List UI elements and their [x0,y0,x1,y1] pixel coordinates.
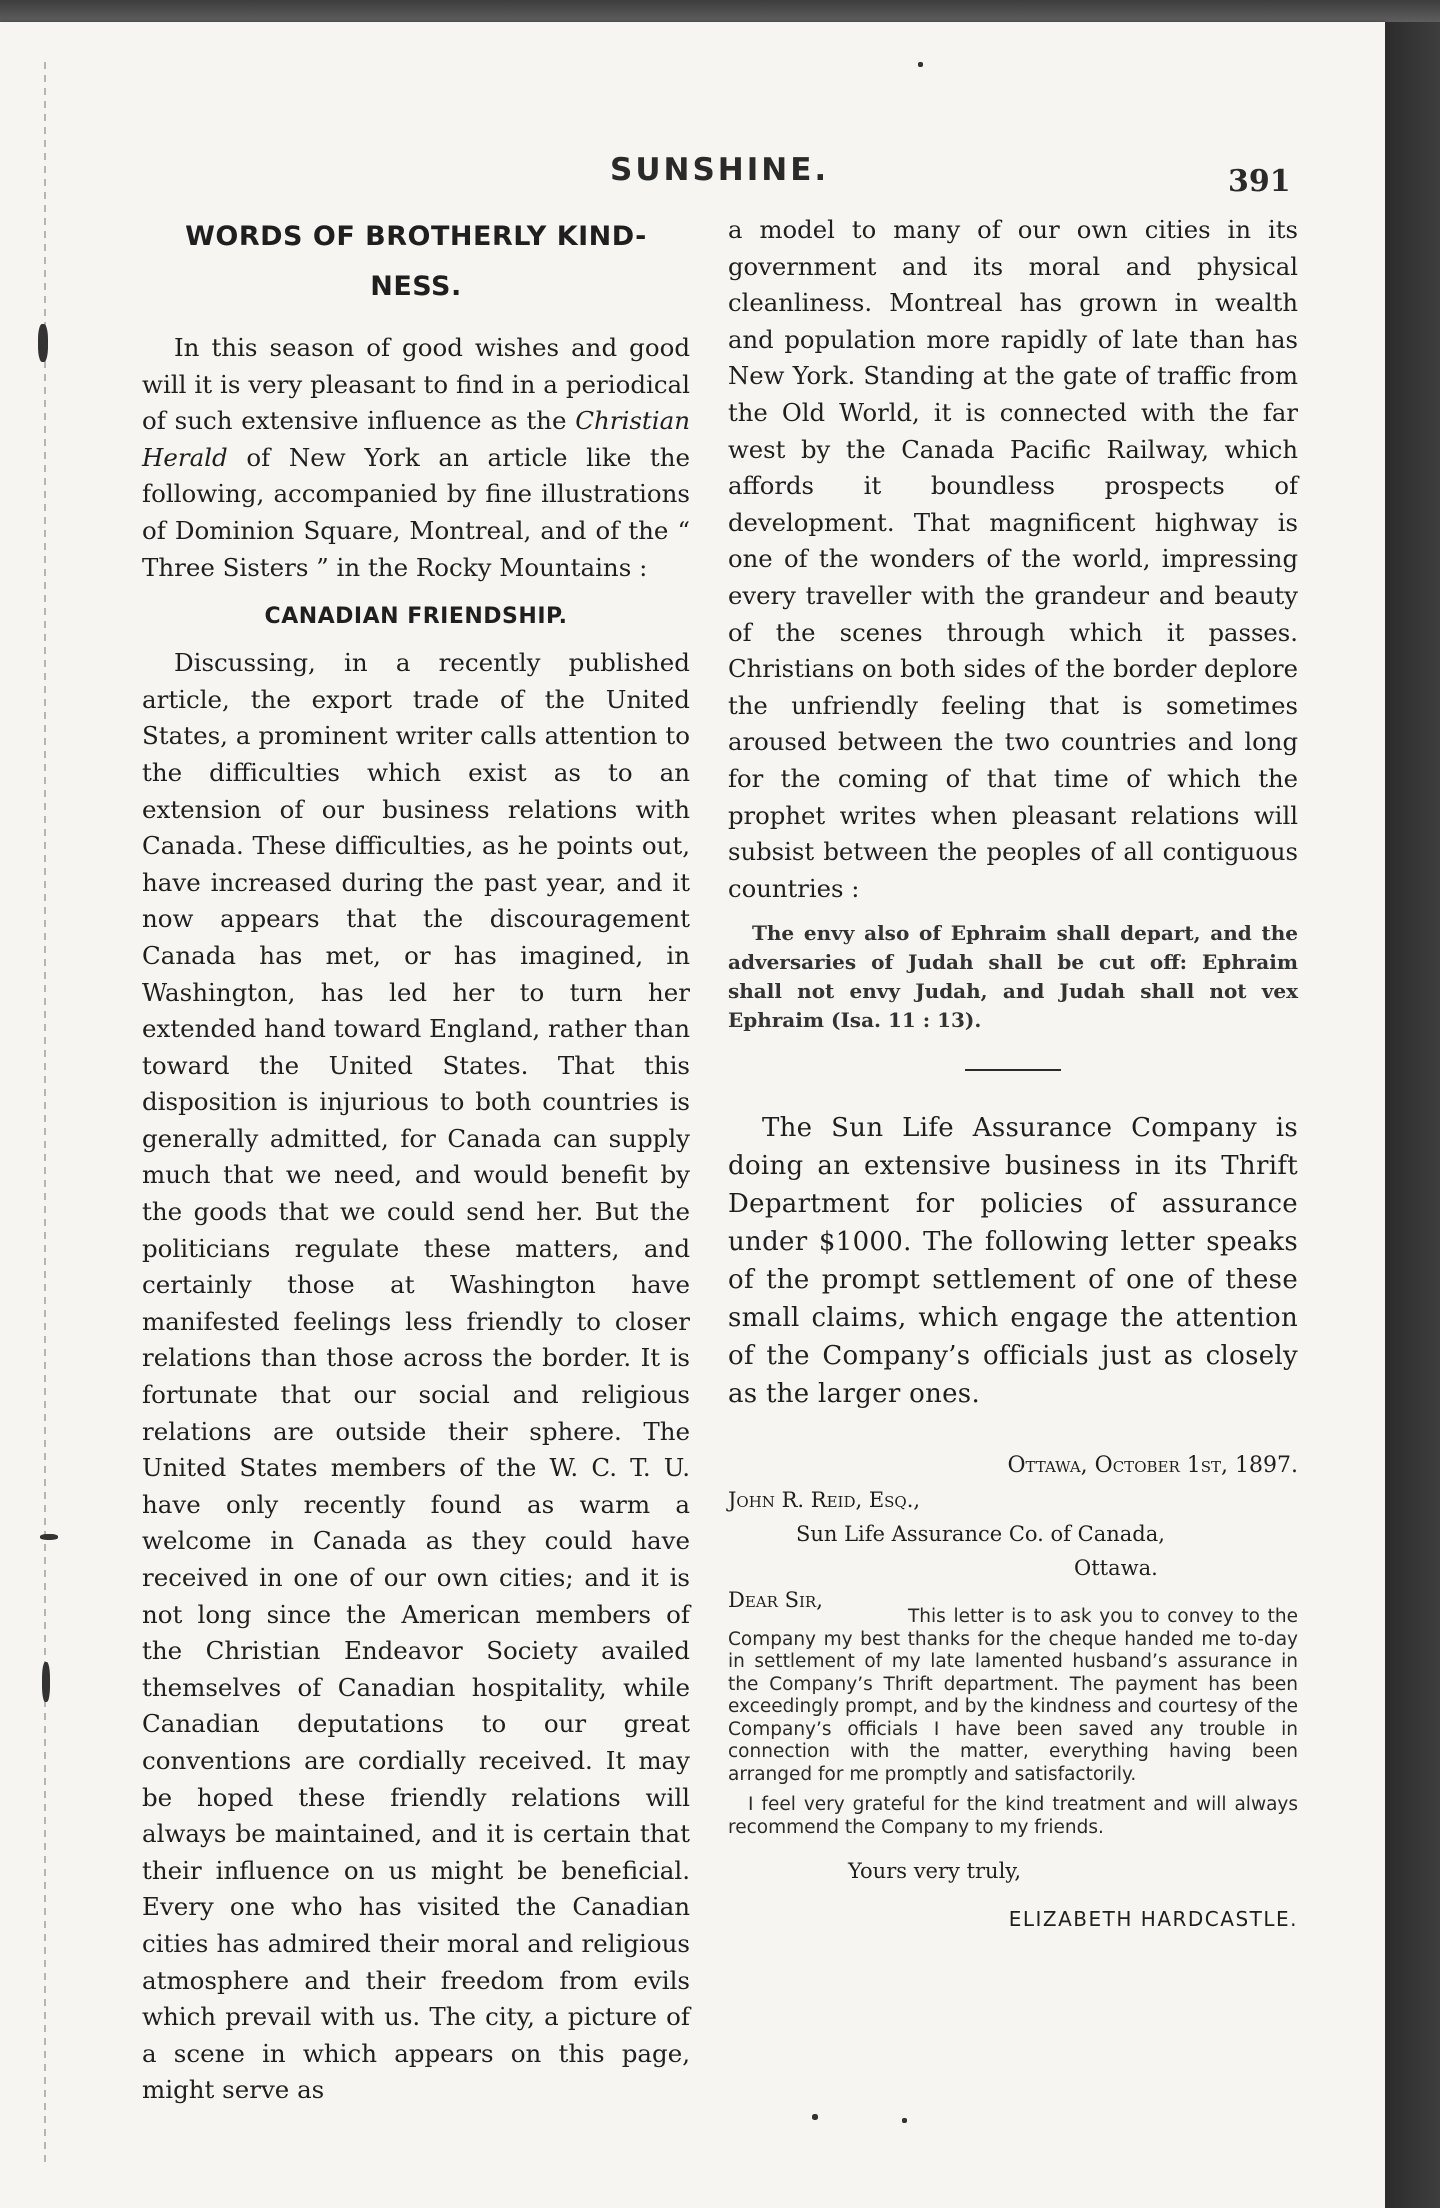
letter-addressee-city: Ottawa. [1074,1556,1158,1581]
letter-body-2: I feel very grateful for the kind treatment and will always recommend the Company to my friends. [728,1794,1298,1838]
ink-blot [38,324,48,362]
letter-addressee-company: Sun Life Assurance Co. of Canada, [796,1522,1165,1547]
intro-paragraph [142,330,690,586]
headline-line-2: NESS. [370,271,462,302]
running-head: SUNSHINE. [610,152,830,188]
letter-signature: ELIZABETH HARDCASTLE. [1008,1907,1298,1932]
article-subheading: CANADIAN FRIENDSHIP. [264,604,568,630]
intro-text-2: of New York an article like the following, accompanied by fine illustrations of Dominion Square, Montreal, and of the “ Three Sisters ” in the Rocky Mountains : [142,442,690,582]
letter-dateline: Ottawa, October 1st, 1897. [1007,1453,1298,1479]
article-paragraph: Discussing, in a recently published article, the export trade of the United States, a prominent writer calls attention to the difficulties which exist as to an extension of our business relations with Canada. These difficulties, as he points out, have increased during the past year, and it now appears that the discouragement Canada has met, or has imagined, in Washington, has led her to turn her extended hand toward England, rather than toward the United States. That this disposition is injurious to both countries is generally admitted, for Canada can supply much that we need, and would benefit by the goods that we could send her. But the politicians regulate these matters, and certainly those at Washington have manifested feelings less friendly to closer relations than those across the border. It is fortunate that our social and religious relations are outside their sphere. The United States members of the W. C. T. U. have only recently found as warm a welcome in Canada as they could have received in one of our own cities; and it is not long since the American members of the Christian Endeavor Society availed themselves of Canadian hospitality, while Canadian deputations to our great conventions are cordially received. It may be hoped these friendly relations will always be maintained, and it is certain that their influence on us might be beneficial. Every one who has visited the Canadian cities has admired their moral and religious atmosphere and their freedom from evils which prevail with us. The city, a picture of a scene in which appears on this page, might serve as [142,648,690,2105]
notice-paragraph: The Sun Life Assurance Company is doing an extensive business in its Thrift Department for policies of assurance under $1000. The following letter speaks of the prompt settlement of one of these small claims, which engage the attention of the Company’s officials just as closely as the larger ones. [728,1113,1298,1410]
headline-line-1: WORDS OF BROTHERLY KIND- [185,221,647,252]
scripture-quote: The envy also of Ephraim shall depart, and the adversaries of Judah shall be cut off: Ephraim shall not envy Judah, and Judah shall not vex Ephraim (Isa. 11 : 13). [728,921,1298,1033]
ink-blot [902,2118,907,2123]
article-continuation: a model to many of our own cities in its government and its moral and physical cleanliness. Montreal has grown in wealth and population more rapidly of late than has New York. Standing at the gate of traffic from the Old World, it is connected with the far west by the Canada Pacific Railway, which affords it boundless prospects of development. That magnificent highway is one of the wonders of the world, impressing every traveller with the grandeur and beauty of the scenes through which it passes. Christians on both sides of the border deplore the unfriendly feeling that is sometimes aroused between the two countries and long for the coming of that time of which the prophet writes when pleasant relations will subsist between the peoples of all contiguous countries : [728,215,1298,903]
periodical-title: Christian Herald [142,406,690,472]
testimonial-letter [728,1453,1298,1931]
margin-rule [44,62,46,2162]
letter-body-1: This letter is to ask you to convey to the Company my best thanks for the cheque handed me to-day in settlement of my late lamented husband’s assurance in the Company’s Thrift department. The payment has been exceedingly prompt, and by the kindness and courtesy of the Company’s officials I have been saved any trouble in connection with the matter, everything having been arranged for me promptly and satisfactorily. [728,1606,1298,1785]
intro-text-1: In this season of good wishes and good will it is very pleasant to find in a periodical of such extensive influence as the [142,333,690,436]
ink-blot [42,1662,50,1702]
letter-addressee-name: John R. Reid, Esq., [728,1488,921,1513]
section-divider [965,1069,1061,1071]
ink-blot [918,62,923,67]
ink-blot [40,1534,58,1540]
article-headline [142,212,690,312]
ink-blot [812,2114,818,2120]
right-column [728,212,1298,1931]
page-number: 391 [1228,164,1291,199]
letter-closing: Yours very truly, [848,1859,1022,1884]
scan-border-right [1385,22,1440,2208]
left-column [142,212,690,2109]
letter-salutation: Dear Sir, [728,1588,823,1613]
